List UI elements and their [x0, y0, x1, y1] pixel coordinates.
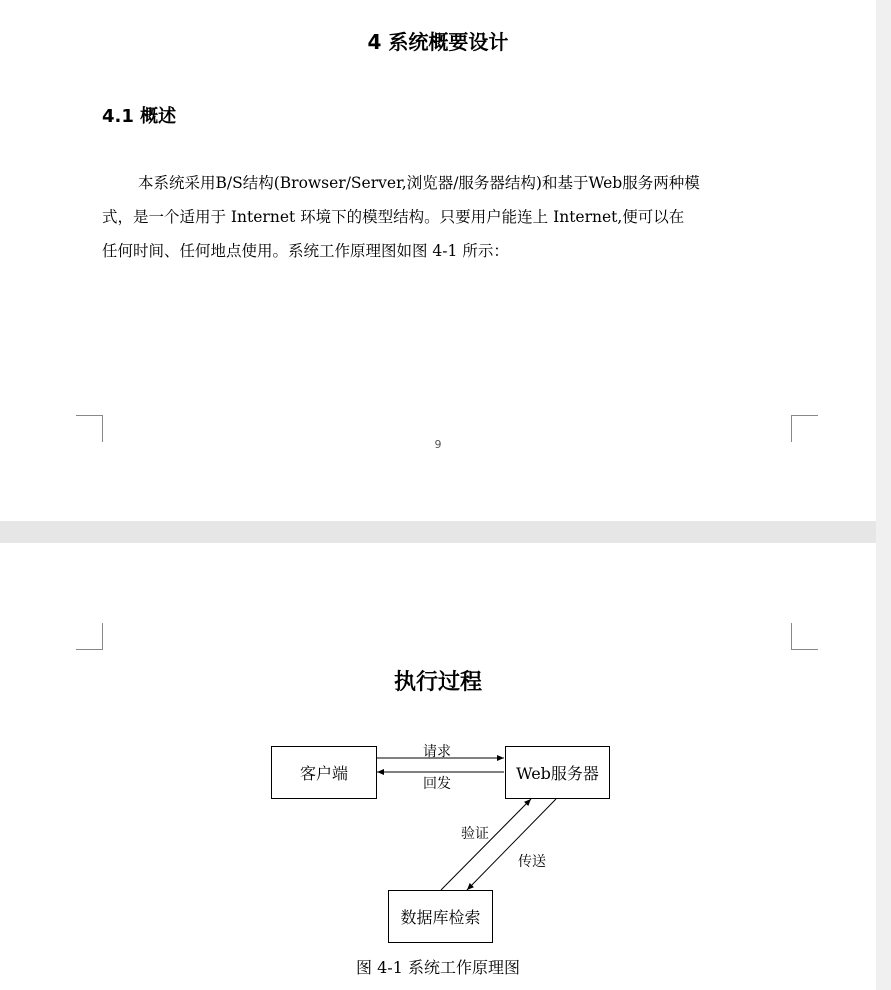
node-database: 数据库检索 — [388, 890, 493, 943]
page-number: 9 — [434, 438, 442, 451]
figure-title: 执行过程 — [393, 669, 482, 695]
arrow-verify — [441, 799, 531, 890]
node-web-server: Web服务器 — [505, 746, 610, 799]
node-client: 客户端 — [271, 746, 377, 799]
edge-label-reply: 回发 — [423, 776, 451, 792]
chapter-title: 4 系统概要设计 — [367, 30, 509, 54]
edge-label-verify: 验证 — [461, 826, 489, 842]
document-page-2 — [0, 543, 876, 990]
edge-label-request: 请求 — [423, 744, 451, 760]
paragraph-line: 任何时间、任何地点使用。系统工作原理图如图 4-1 所示： — [102, 242, 509, 260]
paragraph-line: 式，是一个适用于 Internet 环境下的模型结构。只要用户能连上 Internet,便可以在 — [102, 208, 685, 226]
scroll-gutter — [876, 0, 891, 990]
figure-caption: 图 4-1 系统工作原理图 — [356, 958, 520, 977]
paragraph-line: 本系统采用B/S结构(Browser/Server,浏览器/服务器结构)和基于Web服务两种模 — [138, 174, 700, 192]
arrow-transfer — [467, 799, 556, 890]
edge-label-transfer: 传送 — [518, 854, 546, 870]
body-paragraph — [102, 166, 782, 268]
section-title: 4.1 概述 — [102, 106, 177, 127]
